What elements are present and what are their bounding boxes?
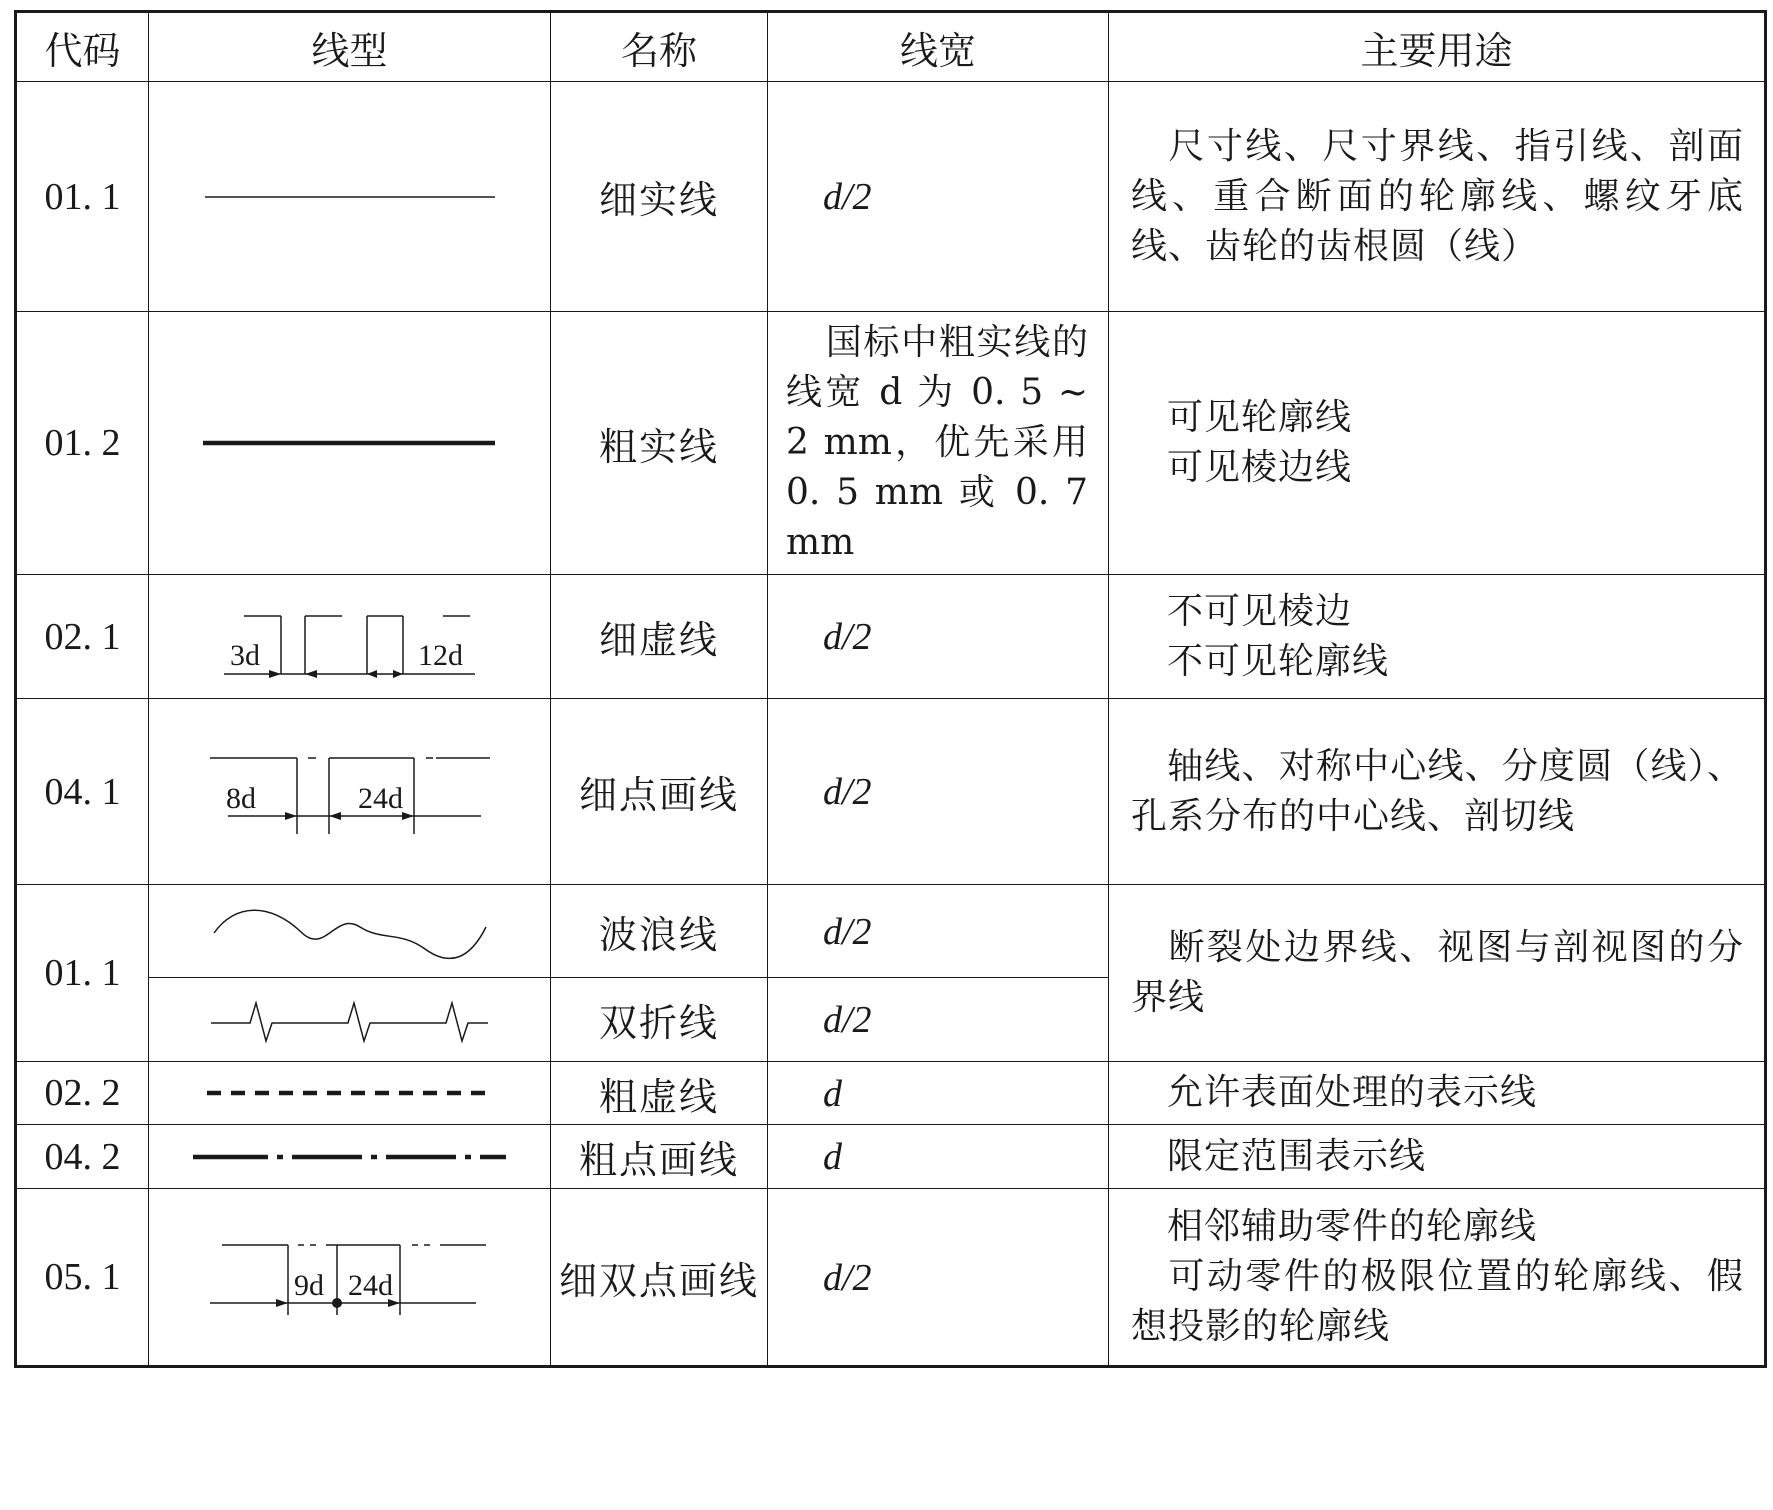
- usage-text: 相邻辅助零件的轮廓线: [1167, 1206, 1538, 1247]
- thin-continuous-line-sample: [150, 177, 550, 217]
- usage-line: [1131, 742, 1744, 842]
- row-usage: [1109, 699, 1766, 885]
- row-usage: [1109, 1062, 1766, 1125]
- row-width: [768, 885, 1109, 978]
- row-code: 04. 2: [16, 1125, 149, 1189]
- usage-text: 允许表面处理的表示线: [1167, 1072, 1538, 1113]
- usage-text: 断裂处边界线、视图与剖视图的分界线: [1131, 927, 1744, 1018]
- row-width-value: d/2: [823, 616, 872, 658]
- row-code: 02. 1: [16, 575, 149, 699]
- row-width: [768, 1062, 1109, 1125]
- usage-text: 不可见轮廓线: [1167, 640, 1390, 682]
- row-name: 波浪线: [551, 885, 768, 978]
- dimension-label: 24d: [357, 781, 403, 815]
- row-usage: [1109, 1125, 1766, 1189]
- width-description-text: 国标中粗实线的线宽 d 为 0. 5 ~ 2 mm，优先采用 0. 5 mm 或 0. 7 mm: [786, 322, 1088, 563]
- row-width-value: d: [823, 1136, 842, 1178]
- table-row: [16, 575, 1766, 699]
- thick-dashed-line-sample: [150, 1073, 550, 1113]
- line-pattern-cell: [149, 575, 551, 699]
- header-code: 代码: [16, 12, 149, 82]
- table-row: [16, 82, 1766, 312]
- usage-text: 可见轮廓线: [1167, 397, 1353, 438]
- row-width: [768, 699, 1109, 885]
- row-name: 粗虚线: [551, 1062, 768, 1125]
- usage-text: 轴线、对称中心线、分度圆（线）、孔系分布的中心线、剖切线: [1131, 745, 1744, 837]
- row-width: [768, 1125, 1109, 1189]
- row-code: 01. 1: [16, 82, 149, 312]
- thin-double-chain-line-sample: [150, 1217, 550, 1337]
- usage-text: 尺寸线、尺寸界线、指引线、剖面线、重合断面的轮廓线、螺纹牙底线、齿轮的齿根圆（线）: [1131, 125, 1744, 267]
- row-width-value: d/2: [823, 771, 872, 813]
- usage-line: [1131, 1202, 1744, 1252]
- line-pattern-cell: [149, 885, 551, 978]
- usage-text: 限定范围表示线: [1167, 1135, 1427, 1177]
- usage-line: [1131, 443, 1744, 493]
- row-name: 细点画线: [551, 699, 768, 885]
- row-name: 粗实线: [551, 312, 768, 575]
- row-width: [768, 978, 1109, 1062]
- zigzag-line-sample: [150, 985, 550, 1055]
- row-code: 01. 1: [16, 885, 149, 1062]
- dimension-label: 9d: [293, 1269, 324, 1302]
- row-name: 粗点画线: [551, 1125, 768, 1189]
- row-code: 05. 1: [16, 1189, 149, 1367]
- thick-continuous-line-sample: [150, 423, 550, 463]
- row-usage: [1109, 885, 1766, 1062]
- row-usage: [1109, 575, 1766, 699]
- usage-text: 可见棱边线: [1167, 447, 1353, 488]
- header-name: 名称: [551, 12, 768, 82]
- usage-line: [1131, 122, 1744, 272]
- row-width-value: d/2: [823, 999, 872, 1041]
- line-pattern-cell: [149, 1189, 551, 1367]
- dimension-label: 8d: [225, 781, 256, 815]
- line-pattern-cell: [149, 1062, 551, 1125]
- row-width-description: [768, 312, 1109, 575]
- row-width-value: d: [823, 1072, 842, 1115]
- row-name: 双折线: [551, 978, 768, 1062]
- thick-chain-line-sample: [150, 1137, 550, 1177]
- wavy-line-sample: [150, 891, 550, 971]
- row-code: 04. 1: [16, 699, 149, 885]
- line-pattern-cell: [149, 312, 551, 575]
- row-name: 细虚线: [551, 575, 768, 699]
- header-row: [16, 12, 1766, 82]
- row-width-value: d/2: [823, 910, 872, 953]
- row-width-value: d/2: [823, 1256, 872, 1299]
- table-row: [16, 885, 1766, 978]
- row-width: [768, 1189, 1109, 1367]
- usage-text: 可动零件的极限位置的轮廓线、假想投影的轮廓线: [1131, 1256, 1744, 1347]
- line-pattern-cell: [149, 699, 551, 885]
- usage-line: [1131, 923, 1744, 1023]
- row-name: 细双点画线: [551, 1189, 768, 1367]
- table-row: [16, 699, 1766, 885]
- usage-line: [1131, 1132, 1744, 1182]
- thin-dashed-line-sample: [150, 592, 550, 682]
- usage-line: [1131, 587, 1744, 637]
- row-width: [768, 575, 1109, 699]
- table-row: [16, 1189, 1766, 1367]
- usage-line: [1131, 1068, 1744, 1118]
- row-code: 02. 2: [16, 1062, 149, 1125]
- row-name: 细实线: [551, 82, 768, 312]
- usage-line: [1131, 637, 1744, 687]
- line-pattern-cell: [149, 1125, 551, 1189]
- header-width: 线宽: [768, 12, 1109, 82]
- row-usage: [1109, 312, 1766, 575]
- usage-text: 不可见棱边: [1167, 590, 1353, 632]
- table-row: [16, 312, 1766, 575]
- row-usage: [1109, 82, 1766, 312]
- line-pattern-cell: [149, 82, 551, 312]
- table-row: [16, 1062, 1766, 1125]
- usage-line: [1131, 1252, 1744, 1352]
- row-usage: [1109, 1189, 1766, 1367]
- header-line-type: 线型: [149, 12, 551, 82]
- table-row: [16, 1125, 1766, 1189]
- row-code: 01. 2: [16, 312, 149, 575]
- dimension-label: 24d: [347, 1269, 393, 1302]
- row-width: [768, 82, 1109, 312]
- line-pattern-cell: [149, 978, 551, 1062]
- thin-chain-line-sample: [150, 732, 550, 852]
- dimension-label: 3d: [229, 638, 260, 672]
- line-type-table: [14, 10, 1767, 1368]
- row-width-value: d/2: [823, 176, 872, 218]
- usage-line: [1131, 393, 1744, 443]
- dimension-label: 12d: [417, 638, 463, 672]
- header-usage: 主要用途: [1109, 12, 1766, 82]
